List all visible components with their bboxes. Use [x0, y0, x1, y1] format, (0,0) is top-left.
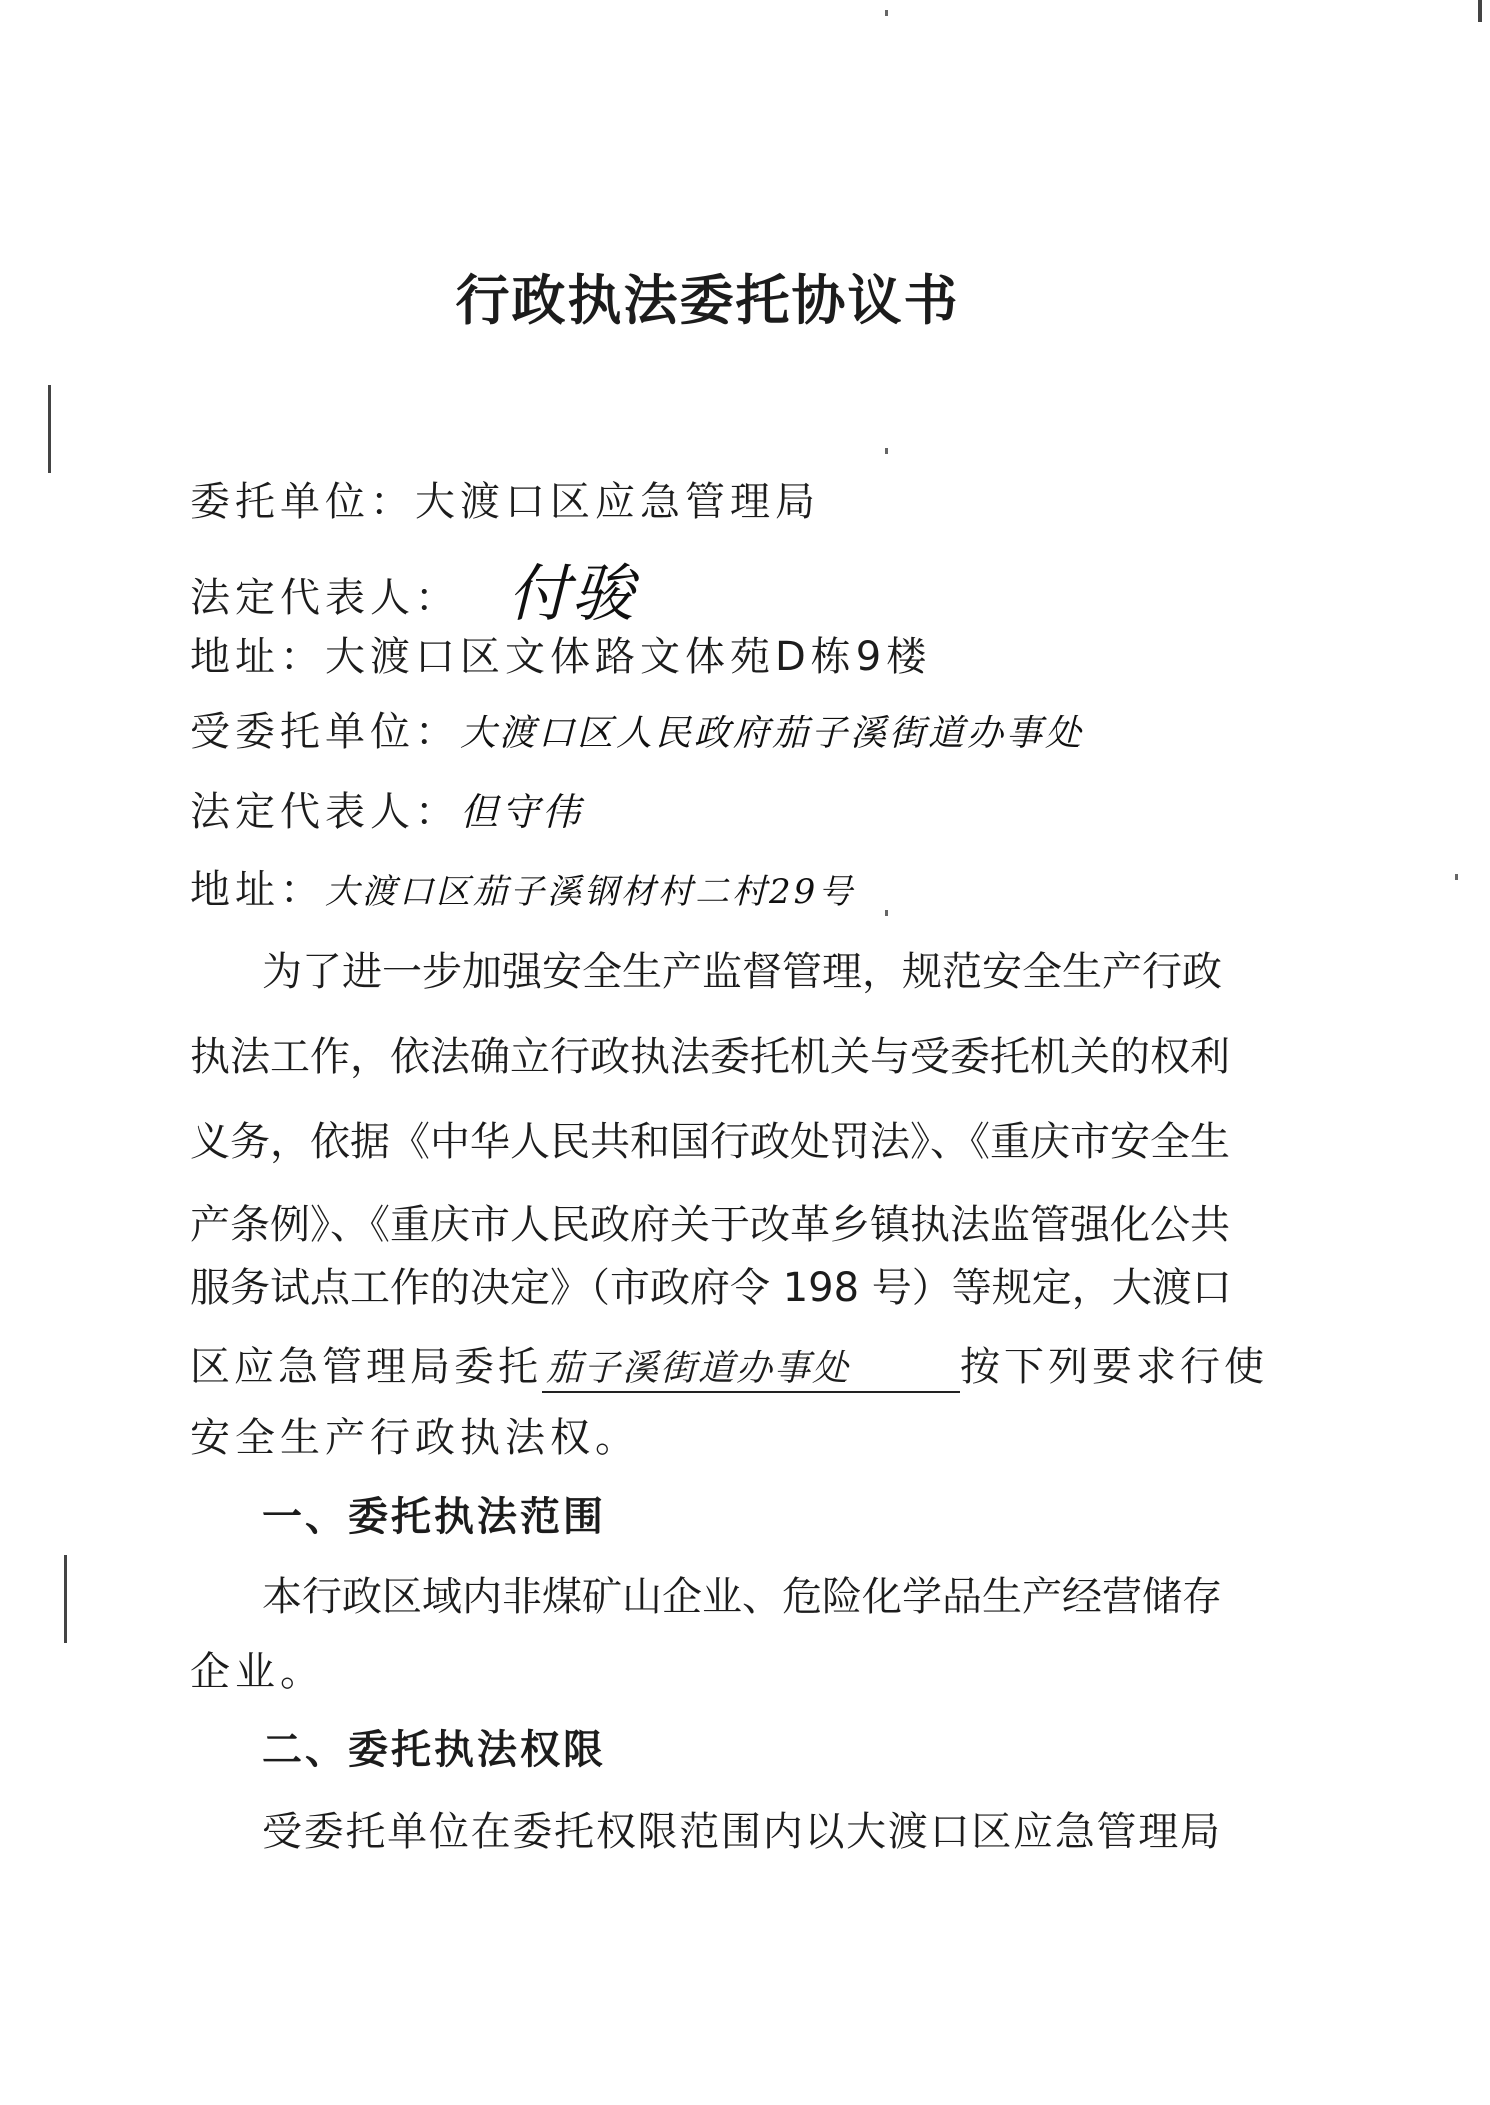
preamble-line: 产条例》、《重庆市人民政府关于改革乡镇执法监管强化公共: [190, 1202, 1230, 1248]
entrusted-unit-label: 受委托单位：: [190, 709, 460, 755]
entrusted-unit-value: 大渡口区人民政府茄子溪街道办事处: [460, 713, 1085, 754]
address-value: 大渡口区文体路文体苑D栋9楼: [325, 634, 932, 680]
entrusted-legal-rep-value: 但守伟: [460, 790, 584, 834]
section-heading-2: 二、委托执法权限: [262, 1727, 606, 1773]
scan-speck: [885, 10, 888, 16]
scan-speck: [1455, 874, 1458, 880]
preamble-line: 为了进一步加强安全生产监督管理，规范安全生产行政: [262, 949, 1222, 995]
scan-edge-mark: [1478, 0, 1482, 22]
scan-speck: [885, 448, 888, 454]
preamble-line: 义务，依据《中华人民共和国行政处罚法》、《重庆市安全生: [190, 1119, 1230, 1165]
legal-rep-line: [190, 540, 636, 629]
section-heading-1: 一、委托执法范围: [262, 1494, 606, 1540]
document-title: 行政执法委托协议书: [455, 268, 960, 332]
entrusted-legal-rep-label: 法定代表人：: [190, 789, 460, 835]
entrusted-address-label: 地址：: [190, 867, 325, 913]
entrusted-address-line: [190, 858, 855, 915]
section1-line: 企业。: [190, 1649, 325, 1695]
preamble-line6-prefix: 区应急管理局委托: [190, 1344, 542, 1390]
legal-rep-label: 法定代表人：: [190, 575, 460, 621]
preamble-line: 执法工作，依法确立行政执法委托机关与受委托机关的权利: [190, 1034, 1230, 1080]
entrusting-unit-label: 委托单位：: [190, 479, 415, 525]
entrusted-legal-rep-line: [190, 780, 583, 837]
section1-line: 本行政区域内非煤矿山企业、危险化学品生产经营储存: [262, 1574, 1222, 1620]
preamble-line-6: [190, 1335, 1268, 1393]
preamble-line6-suffix: 按下列要求行使: [960, 1344, 1268, 1390]
entrusting-unit-line: [190, 470, 820, 527]
preamble-line: 服务试点工作的决定》（市政府令 198 号）等规定，大渡口: [190, 1265, 1232, 1311]
scan-margin-mark: [48, 385, 51, 473]
entrusted-unit-line: [190, 700, 1084, 757]
address-label: 地址：: [190, 634, 325, 680]
entrusted-address-value: 大渡口区茄子溪钢材村二村29号: [325, 872, 856, 912]
entrusting-unit-value: 大渡口区应急管理局: [415, 479, 820, 525]
section2-line: 受委托单位在委托权限范围内以大渡口区应急管理局: [262, 1809, 1220, 1855]
scan-speck: [885, 910, 888, 916]
fill-in-blank: 茄子溪街道办事处: [542, 1340, 960, 1393]
scan-margin-mark: [64, 1555, 67, 1643]
legal-rep-signature: 付骏: [507, 557, 636, 630]
preamble-line-7: 安全生产行政执法权。: [190, 1415, 640, 1461]
address-line: [190, 625, 931, 682]
